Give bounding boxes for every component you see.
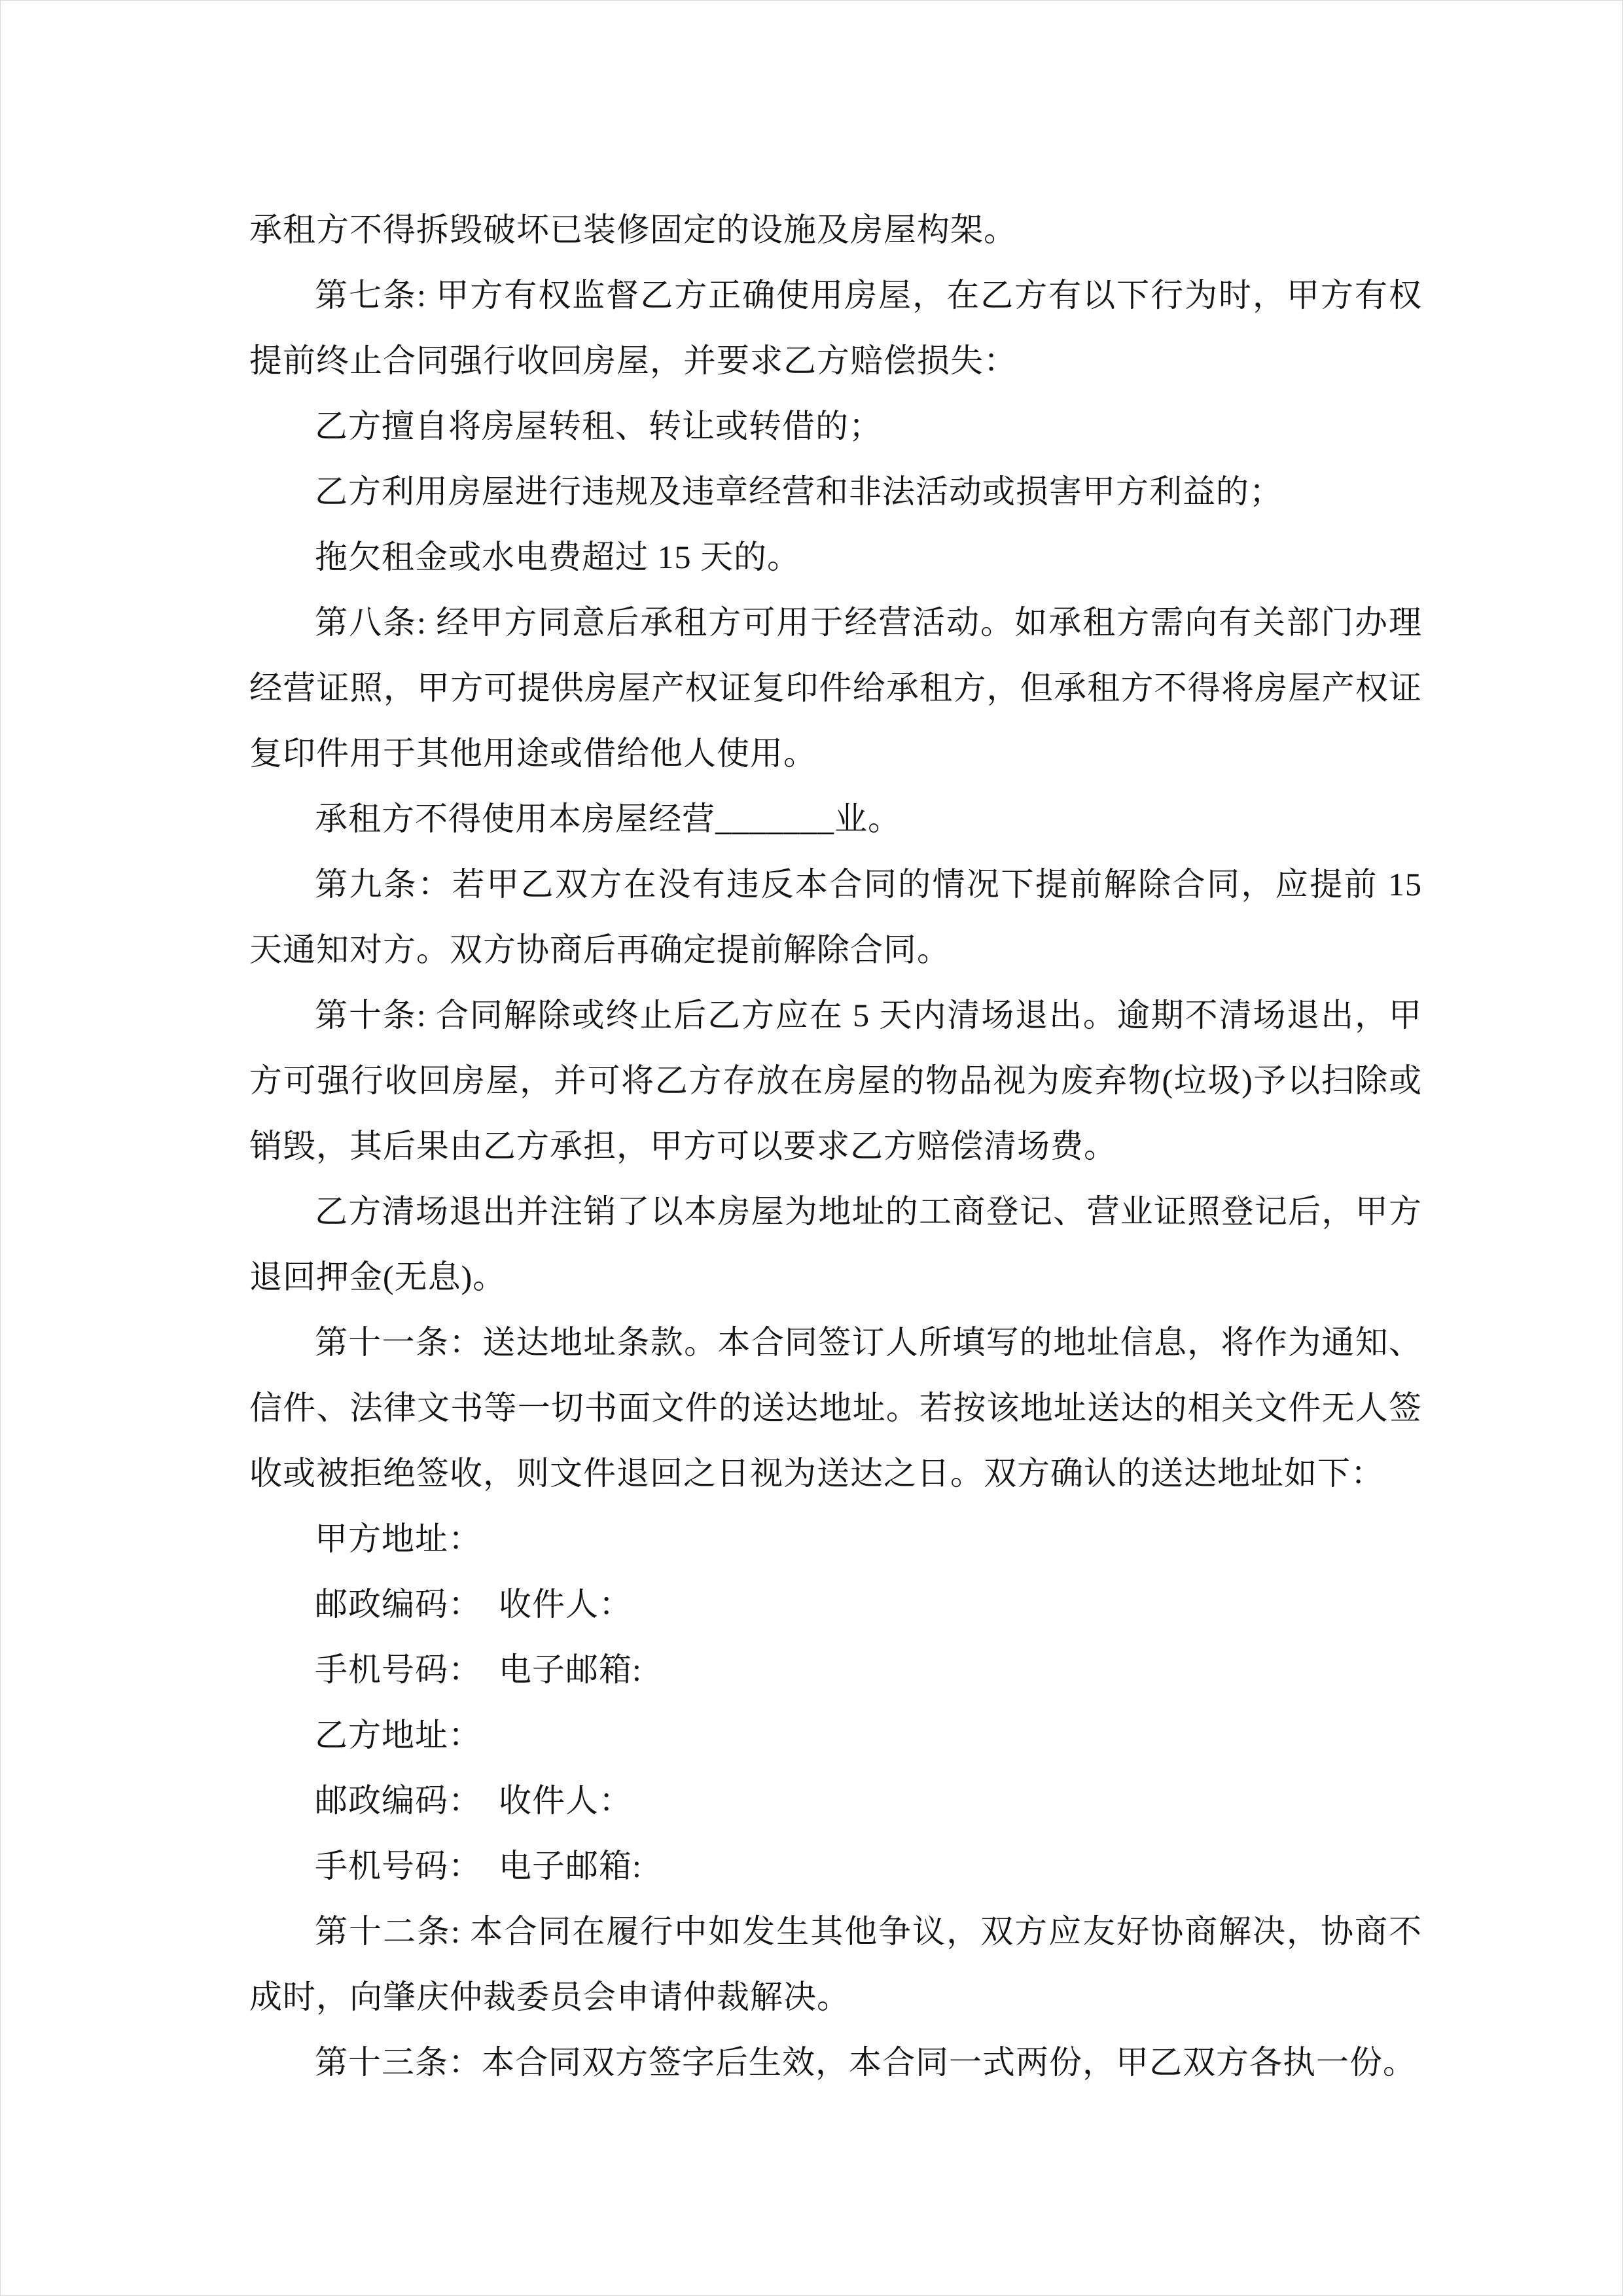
text-line: 成时，向肇庆仲裁委员会申请仲裁解决。 — [249, 1979, 850, 2015]
text-line: 乙方擅自将房屋转租、转让或转借的； — [315, 408, 882, 444]
text-line: 承租方不得使用本房屋经营_______业。 — [315, 800, 901, 837]
text-line: 提前终止合同强行收回房屋，并要求乙方赔偿损失： — [249, 342, 1017, 379]
text-line: 退回押金(无息)。 — [249, 1259, 507, 1295]
text-line: 手机号码： 电子邮箱: — [315, 1848, 642, 1884]
text-line: 第十二条: 本合同在履行中如发生其他争议，双方应友好协商解决，协商不 — [315, 1913, 1422, 1950]
text-line: 甲方地址： — [315, 1520, 482, 1557]
text-line: 乙方地址： — [315, 1717, 482, 1753]
text-line: 天通知对方。双方协商后再确定提前解除合同。 — [249, 931, 950, 968]
text-line: 方可强行收回房屋，并可将乙方存放在房屋的物品视为废弃物(垃圾)予以扫除或 — [249, 1062, 1422, 1099]
text-line: 销毁，其后果由乙方承担，甲方可以要求乙方赔偿清场费。 — [249, 1128, 1117, 1164]
text-line: 第十条: 合同解除或终止后乙方应在 5 天内清场退出。逾期不清场退出，甲 — [315, 997, 1422, 1033]
text-line: 复印件用于其他用途或借给他人使用。 — [249, 735, 817, 772]
text-line: 第七条: 甲方有权监督乙方正确使用房屋，在乙方有以下行为时，甲方有权 — [315, 277, 1422, 314]
text-line: 第九条：若甲乙双方在没有违反本合同的情况下提前解除合同，应提前 15 — [315, 866, 1422, 903]
text-line: 乙方利用房屋进行违规及违章经营和非法活动或损害甲方利益的； — [315, 473, 1283, 510]
text-line: 第八条: 经甲方同意后承租方可用于经营活动。如承租方需向有关部门办理 — [315, 604, 1422, 641]
document-body — [249, 197, 1422, 2095]
text-line: 第十一条：送达地址条款。本合同签订人所填写的地址信息，将作为通知、 — [315, 1324, 1422, 1361]
text-line: 信件、法律文书等一切书面文件的送达地址。若按该地址送达的相关文件无人签 — [249, 1390, 1422, 1426]
text-line: 乙方清场退出并注销了以本房屋为地址的工商登记、营业证照登记后，甲方 — [315, 1193, 1422, 1230]
text-line: 第十三条：本合同双方签字后生效，本合同一式两份，甲乙双方各执一份。 — [315, 2044, 1416, 2081]
text-line: 邮政编码： 收件人： — [315, 1782, 632, 1819]
text-line: 邮政编码： 收件人： — [315, 1586, 632, 1623]
text-line: 经营证照，甲方可提供房屋产权证复印件给承租方，但承租方不得将房屋产权证 — [249, 670, 1422, 706]
text-line: 拖欠租金或水电费超过 15 天的。 — [315, 539, 800, 575]
text-line: 手机号码： 电子邮箱: — [315, 1651, 642, 1688]
text-line: 承租方不得拆毁破坏已装修固定的设施及房屋构架。 — [249, 211, 1017, 248]
text-line: 收或被拒绝签收，则文件退回之日视为送达之日。双方确认的送达地址如下： — [249, 1455, 1384, 1492]
